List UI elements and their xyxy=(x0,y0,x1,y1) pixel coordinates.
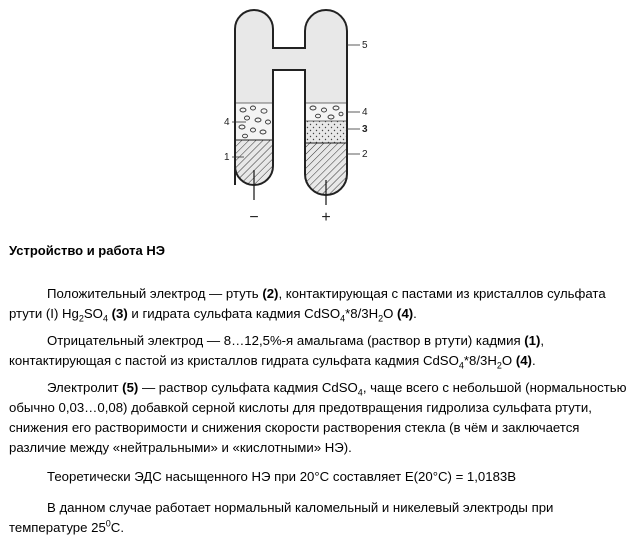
ref-number: (4) xyxy=(397,306,414,321)
subscript: 4 xyxy=(458,360,464,371)
text: , чаще всего с небольшой (нормальностью обычно 0,03…0,08) добавкой серной кислоты для предотвращения гидролиза сульфата ртути, снижения его растворимости и снижения скорости растворения стекла (в чём и заключается различие между «нейтральными» и «кислотными» НЭ). xyxy=(9,380,627,455)
section-heading: Устройство и работа НЭ xyxy=(9,243,165,258)
label-5: 5 xyxy=(362,40,368,51)
text: Положительный электрод — ртуть xyxy=(47,286,263,301)
text: . xyxy=(531,353,536,368)
label-4-right: 4 xyxy=(362,107,368,118)
plus-sign: + xyxy=(321,209,331,226)
subscript: 4 xyxy=(357,387,363,398)
label-1: 1 xyxy=(224,152,230,163)
text: С. xyxy=(110,520,124,535)
subscript: 2 xyxy=(378,313,384,324)
text: . xyxy=(413,306,417,321)
text: *8/3H xyxy=(463,353,497,368)
subscript: 4 xyxy=(340,313,346,324)
ref-number: (4) xyxy=(515,353,532,368)
text: Теоретически ЭДС насыщенного НЭ при 20°С составляет Е(20°С) = 1,0183В xyxy=(47,469,517,484)
subscript: 2 xyxy=(496,360,502,371)
text: Электролит xyxy=(47,380,123,395)
text: В данном случае работает нормальный каломельный и никелевый электроды при температуре 25 xyxy=(9,500,554,535)
text: SO xyxy=(83,306,103,321)
ref-number: (3) xyxy=(111,306,128,321)
text: O xyxy=(501,353,516,368)
text: , контактирующая с пастой из кристаллов гидрата сульфата кадмия CdSO xyxy=(9,333,545,368)
label-2: 2 xyxy=(362,149,368,160)
text: и гидрата сульфата кадмия CdSO xyxy=(127,306,341,321)
subscript: 2 xyxy=(78,313,84,324)
ref-number: (5) xyxy=(122,380,139,395)
ref-number: (2) xyxy=(262,286,279,301)
text: O xyxy=(383,306,398,321)
ref-number: (1) xyxy=(524,333,541,348)
text: *8/3H xyxy=(345,306,379,321)
mercury-sulfate-paste xyxy=(305,121,347,143)
minus-sign: − xyxy=(249,209,259,226)
text: — раствор сульфата кадмия CdSO xyxy=(138,380,358,395)
label-3: 3 xyxy=(362,124,368,135)
text: , контактирующая с пастами из кристаллов сульфата ртути (I) Hg xyxy=(9,286,606,321)
paragraph-conditions xyxy=(9,498,631,538)
label-4-left: 4 xyxy=(224,117,230,128)
paragraph-negative-electrode xyxy=(9,331,631,371)
text: Отрицательный электрод — 8…12,5%-я амальгама (раствор в ртути) кадмия xyxy=(47,333,525,348)
paragraph-emf xyxy=(9,467,631,487)
normal-element-diagram xyxy=(0,0,637,235)
subscript: 4 xyxy=(102,313,108,324)
superscript: 0 xyxy=(105,518,111,529)
paragraph-electrolyte xyxy=(9,378,631,458)
paragraph-positive-electrode xyxy=(9,284,631,324)
